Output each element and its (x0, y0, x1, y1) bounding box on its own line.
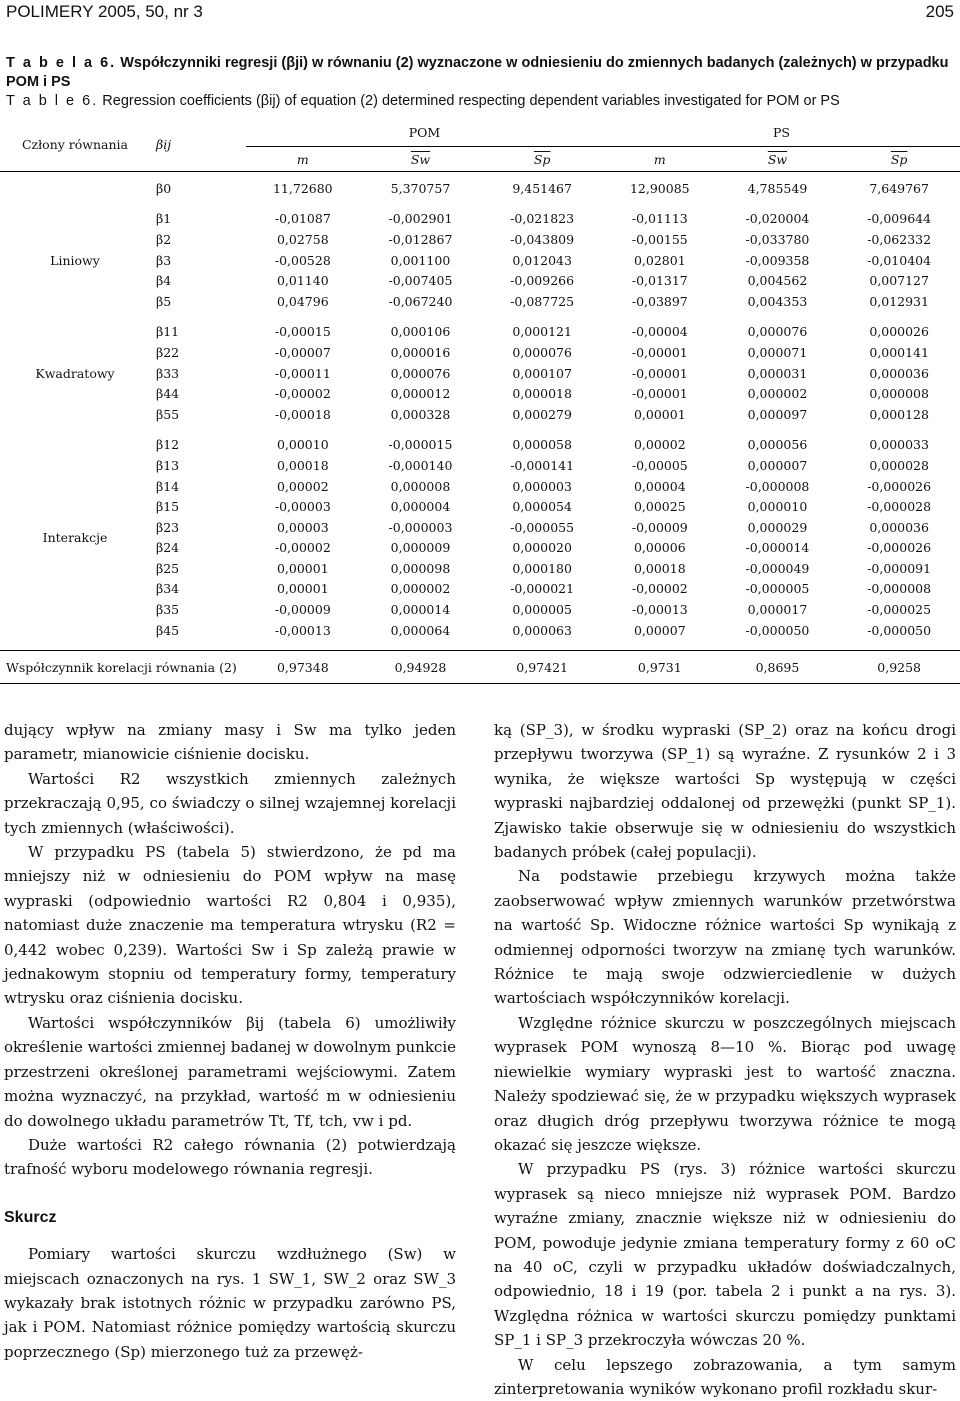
table-cell: 0,00003 (276, 519, 329, 535)
table-cell: 0,00002 (633, 437, 686, 453)
table-cell: -0,000049 (745, 560, 810, 576)
table-cell: -0,009266 (510, 273, 575, 289)
table-cell: 0,000018 (512, 386, 572, 402)
table-cell: 0,000097 (747, 406, 808, 422)
table-cell: 0,000036 (869, 365, 929, 381)
table-cell: -0,000014 (745, 540, 810, 556)
table-cell: 12,90085 (629, 180, 690, 196)
table-cell: 0,012043 (512, 252, 572, 268)
table-cell: 0,000054 (512, 499, 572, 515)
table-cell: 0,000012 (390, 386, 451, 402)
summary-cell: 0,9731 (603, 651, 717, 684)
table-cell: 0,000141 (869, 344, 929, 360)
table-cell: 0,00006 (633, 540, 686, 556)
model-label: Kwadratowy (35, 365, 115, 381)
table-cell: 0,00004 (633, 478, 686, 494)
model-label: Interakcje (42, 530, 108, 545)
table-cell: 4,785549 (747, 180, 808, 196)
model-label: Liniowy (50, 252, 100, 268)
paragraph: Duże wartości R2 całego równania (2) potwierdzają trafność wyboru modelowego równania regresji. (4, 1135, 456, 1179)
table-cell: -0,00011 (274, 365, 331, 381)
table-cell: 0,00010 (276, 437, 329, 453)
table-cell: -0,007405 (388, 273, 453, 289)
table-cell: 7,649767 (869, 180, 929, 196)
table-cell: 0,01140 (276, 273, 329, 289)
table-caption-pl (6, 54, 954, 92)
table-cell: 0,000076 (512, 344, 572, 360)
beta-label: β25 (156, 560, 180, 576)
table-cell: -0,087725 (510, 293, 575, 309)
table-cell: 0,000007 (747, 457, 808, 473)
beta-label: β34 (156, 581, 180, 597)
section-heading: Skurcz (4, 1208, 57, 1226)
summary-cell: 0,8695 (717, 651, 839, 684)
beta-label: β11 (156, 324, 180, 340)
table-cell: -0,067240 (388, 293, 453, 309)
beta-label: β15 (156, 499, 180, 515)
table-cell: 0,000328 (390, 406, 451, 422)
summary-cell: 0,94928 (360, 651, 482, 684)
header-subcol: $\overline{Sp}$ (890, 151, 908, 167)
table-cell: -0,000091 (867, 560, 932, 576)
beta-label: β12 (156, 437, 180, 453)
table-cell: 0,000063 (512, 622, 572, 638)
table-cell: 0,000014 (390, 602, 451, 618)
table-cell: 0,007127 (869, 273, 929, 289)
table-cell: -0,000003 (388, 519, 453, 535)
table-cell: -0,01087 (274, 211, 331, 227)
table-cell: 0,000036 (869, 519, 929, 535)
paragraph: W przypadku PS (tabela 5) stwierdzono, że pd ma mniejszy niż w odniesieniu do POM wpływ na masę wypraski (odpowiednio wartości R2 0,804 i 0,935), natomiast duże znaczenie ma temperatura wtrysku (R2 = 0,442 wobec 0,239). Wartości Sw i Sp zależą prawie w jednakowym stopniu od temperatury formy, temperatury wtrysku oraz ciśnienia docisku. (4, 843, 456, 1008)
table-cell: 0,000098 (390, 560, 451, 576)
table-cell: 0,000071 (747, 344, 808, 360)
beta-label: β55 (156, 406, 180, 422)
paragraph: Na podstawie przebiegu krzywych można także zaobserwować wpływ zmiennych warunków przetwórstwa na wartość Sp. Widoczne różnice wartości Sp wynikają z odmiennej odporności tworzyw na zmianę tych warunków. Różnice te mają swoje odzwierciedlenie w dużych wartościach współczynników korelacji. (494, 867, 956, 1008)
text-column-right (494, 718, 956, 1401)
paragraph: W przypadku PS (rys. 3) różnice wartości skurczu wyprasek są nieco mniejsze niż wyprasek POM. Bardzo wyraźne zmiany, znacznie większe niż w odniesieniu do POM, powoduje jedynie zmiana temperatury formy z 60 oC na 40 oC, czyli w przypadku układów doświadczalnych, odpowiednio, 18 i 19 (por. tabela 2 i punkt a na rys. 3). Względna różnica w wartości skurczu pomiędzy punktami SP_1 i SP_3 przekroczyła wówczas 20 %. (494, 1160, 956, 1350)
table-cell: -0,00002 (274, 386, 331, 402)
table-cell: 0,02758 (276, 231, 329, 247)
table-cell: 0,000180 (512, 560, 572, 576)
table-cell: 0,000033 (869, 437, 929, 453)
table-cell: 0,000128 (869, 406, 929, 422)
beta-label: β3 (156, 252, 172, 268)
table-cell: 0,000107 (512, 365, 572, 381)
model-label (0, 178, 150, 199)
header-group-pom: POM (246, 118, 603, 147)
table-caption-en (6, 92, 954, 111)
table-cell: 0,000008 (869, 386, 929, 402)
table-cell: -0,00015 (274, 324, 331, 340)
caption-label-en: T a b l e 6. (6, 93, 99, 109)
table-cell: -0,01317 (631, 273, 688, 289)
table-cell: 0,00007 (633, 622, 686, 638)
table-cell: -0,020004 (745, 211, 810, 227)
table-cell: 0,00001 (276, 560, 329, 576)
table-cell: 0,000009 (390, 540, 451, 556)
table-row (0, 435, 960, 456)
paragraph: Wartości współczynników βij (tabela 6) umożliwiły określenie wartości zmiennej badanej w dowolnym punkcie przestrzeni określonej parametrami wejściowymi. Zatem można wyznaczyć, na przykład, wartość m w odniesieniu do dowolnego układu parametrów Tt, Tf, tch, vw i pd. (4, 1013, 456, 1130)
beta-label: β44 (156, 386, 180, 402)
paragraph: Względne różnice skurczu w poszczególnych miejscach wyprasek POM wynoszą 8—10 %. Biorąc pod uwagę niewielkie wymiary wypraski jest to wartość znaczna. Należy spodziewać się, że w przypadku większych wyprasek oraz długich dróg przepływu tworzywa różnice te mogą okazać się jeszcze większe. (494, 1013, 956, 1154)
header-group-ps: PS (603, 118, 960, 147)
table-cell: -0,00004 (631, 324, 688, 340)
table-cell: 0,000056 (747, 437, 808, 453)
table-cell: -0,012867 (388, 231, 453, 247)
table-cell: 0,000020 (512, 540, 572, 556)
table-cell: 0,000016 (390, 344, 451, 360)
table-cell: -0,000005 (745, 581, 810, 597)
beta-label: β14 (156, 478, 180, 494)
table-cell: -0,043809 (510, 231, 575, 247)
table-row (0, 322, 960, 343)
table-cell: 0,00018 (276, 457, 329, 473)
table-cell: -0,00155 (631, 231, 688, 247)
table-cell: 0,000002 (390, 581, 451, 597)
table-cell: 0,000004 (390, 499, 451, 515)
table-cell: 0,000010 (747, 499, 808, 515)
table-cell: -0,000028 (867, 499, 932, 515)
table-cell: -0,00001 (631, 386, 688, 402)
table-cell: -0,000015 (388, 437, 453, 453)
header-subcol: $\overline{Sw}$ (767, 151, 788, 167)
journal-name: POLIMERY 2005, 50, nr 3 (6, 2, 203, 21)
beta-label: β2 (156, 231, 172, 247)
table-cell: 0,000003 (512, 478, 572, 494)
paragraph: Pomiary wartości skurczu wzdłużnego (Sw) w miejscach oznaczonych na rys. 1 SW_1, SW_2 oraz SW_3 wykazały brak istotnych różnic w przypadku zarówno PS, jak i POM. Natomiast różnice pomiędzy wartością skurczu poprzecznego (Sp) mierzonego tuż za przewęż- (4, 1245, 456, 1361)
table-cell: -0,00002 (631, 581, 688, 597)
table-cell: 0,000008 (390, 478, 451, 494)
table-cell: -0,000008 (745, 478, 810, 494)
table-cell: -0,021823 (510, 211, 575, 227)
table-cell: -0,000055 (510, 519, 575, 535)
table-cell: -0,00013 (274, 622, 331, 638)
table-cell: -0,000026 (867, 540, 932, 556)
summary-cell: 0,97421 (481, 651, 603, 684)
table-cell: 0,000031 (747, 365, 808, 381)
table-cell: -0,062332 (867, 231, 932, 247)
header-subcol: m (296, 151, 309, 167)
table-cell: -0,00007 (274, 344, 331, 360)
table-cell: -0,00018 (274, 406, 331, 422)
beta-label: β0 (156, 180, 172, 196)
header-subcol: $\overline{Sp}$ (533, 151, 551, 167)
table-cell: -0,009644 (867, 211, 932, 227)
table-cell: 0,012931 (869, 293, 929, 309)
beta-label: β22 (156, 344, 180, 360)
paragraph: ką (SP_3), w środku wypraski (SP_2) oraz na końcu drogi przepływu tworzywa (SP_1) są wyraźne. Z rysunków 2 i 3 wynika, że większe wartości Sp występują w części wypraski najbardziej oddalonej od przewężki (punkt SP_1). Zjawisko takie obserwuje się w odniesieniu do wszystkich badanych próbek (całej populacji). (494, 721, 956, 862)
table-cell: 0,00025 (633, 499, 686, 515)
table-cell: -0,00013 (631, 602, 688, 618)
table-cell: 0,000076 (390, 365, 451, 381)
table-cell: -0,000141 (510, 457, 575, 473)
table-cell: -0,000050 (867, 622, 932, 638)
table-cell: 0,00018 (633, 560, 686, 576)
summary-label: Współczynnik korelacji równania (2) (0, 651, 246, 684)
table-cell: -0,00001 (631, 344, 688, 360)
beta-label: β1 (156, 211, 172, 227)
table-cell: 11,72680 (272, 180, 333, 196)
table-cell: 0,00001 (276, 581, 329, 597)
table-cell: 9,451467 (512, 180, 572, 196)
text-column-left (4, 718, 456, 1364)
table-cell: -0,000140 (388, 457, 453, 473)
table-cell: -0,009358 (745, 252, 810, 268)
table-cell: 0,00001 (633, 406, 686, 422)
header-subcol: m (653, 151, 666, 167)
beta-label: β23 (156, 519, 180, 535)
table-cell: 0,000076 (747, 324, 808, 340)
table-cell: -0,000025 (867, 602, 932, 618)
table-cell: -0,00009 (274, 602, 331, 618)
table-cell: -0,00528 (274, 252, 331, 268)
page-header (6, 2, 954, 28)
table-cell: -0,002901 (388, 211, 453, 227)
table-cell: 0,000002 (747, 386, 808, 402)
table-cell: -0,000021 (510, 581, 575, 597)
caption-label-pl: T a b e l a 6. (6, 55, 117, 71)
table-cell: 0,004562 (747, 273, 808, 289)
table-cell: -0,00003 (274, 499, 331, 515)
table-cell: 0,02801 (633, 252, 686, 268)
table-cell: -0,00009 (631, 519, 688, 535)
table-cell: 0,000106 (390, 324, 451, 340)
summary-cell: 0,97348 (246, 651, 360, 684)
caption-text-en: Regression coefficients (βij) of equation (2) determined respecting dependent variables investigated for POM or PS (102, 93, 840, 109)
table-cell: -0,00002 (274, 540, 331, 556)
paragraph: W celu lepszego zobrazowania, a tym samym zinterpretowania wyników wykonano profil rozkładu skur- (494, 1355, 956, 1398)
table-cell: -0,000026 (867, 478, 932, 494)
caption-text-pl: Współczynniki regresji (βji) w równaniu (2) wyznaczone w odniesieniu do zmiennych badanych (zależnych) w przypadku POM i PS (6, 55, 949, 90)
table-cell: 0,000028 (869, 457, 929, 473)
table-cell: -0,033780 (745, 231, 810, 247)
table-cell: -0,00001 (631, 365, 688, 381)
beta-label: β13 (156, 457, 180, 473)
table-cell: -0,01113 (631, 211, 688, 227)
paragraph: Wartości R2 wszystkich zmiennych zależnych przekraczają 0,95, co świadczy o silnej wzajemnej korelacji tych zmiennych (właściwości). (4, 769, 456, 837)
header-model: Człony równania (21, 137, 129, 152)
beta-label: β24 (156, 540, 180, 556)
table-cell: 0,000121 (512, 324, 572, 340)
beta-label: β5 (156, 293, 172, 309)
table-row (0, 178, 960, 199)
table-cell: 0,00002 (276, 478, 329, 494)
page-number: 205 (925, 2, 954, 21)
table-cell: 5,370757 (390, 180, 451, 196)
beta-label: β33 (156, 365, 180, 381)
table-cell: 0,000026 (869, 324, 929, 340)
table-cell: 0,000005 (512, 602, 572, 618)
table-cell: -0,010404 (867, 252, 932, 268)
header-subcol: $\overline{Sw}$ (410, 151, 431, 167)
table-row (0, 209, 960, 230)
table-cell: -0,03897 (631, 293, 688, 309)
summary-cell: 0,9258 (838, 651, 960, 684)
coefficients-table (0, 118, 960, 684)
beta-label: β35 (156, 602, 180, 618)
table-cell: 0,04796 (276, 293, 329, 309)
header-beta: βij (156, 137, 172, 152)
summary-row (0, 651, 960, 684)
beta-label: β4 (156, 273, 172, 289)
table-cell: 0,000058 (512, 437, 572, 453)
table-cell: 0,000064 (390, 622, 451, 638)
table-cell: 0,000029 (747, 519, 808, 535)
table-cell: -0,000050 (745, 622, 810, 638)
table-cell: 0,001100 (390, 252, 451, 268)
beta-label: β45 (156, 622, 180, 638)
table-cell: 0,004353 (747, 293, 808, 309)
table-cell: -0,00005 (631, 457, 688, 473)
table-cell: 0,000279 (512, 406, 572, 422)
paragraph: dujący wpływ na zmiany masy i Sw ma tylko jeden parametr, mianowicie ciśnienie docisku. (4, 721, 456, 764)
table-cell: -0,000008 (867, 581, 932, 597)
table-cell: 0,000017 (747, 602, 808, 618)
